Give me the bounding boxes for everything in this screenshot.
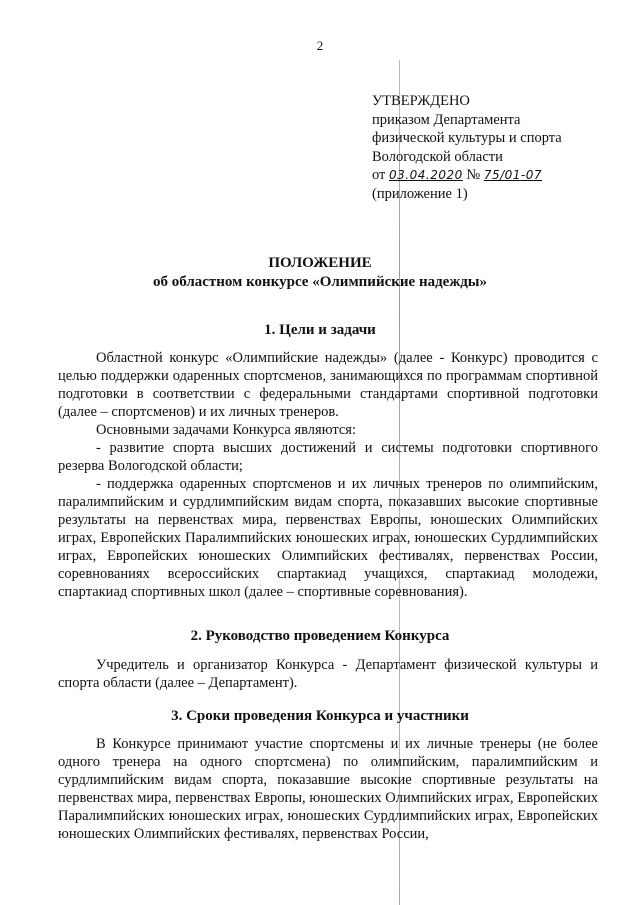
section-3-heading: 3. Сроки проведения Конкурса и участники xyxy=(171,708,469,724)
section-1-paragraph-2: Основными задачами Конкурса являются: xyxy=(96,422,357,438)
appendix-note: (приложение 1) xyxy=(372,185,468,202)
section-2-paragraph-1: Учредитель и организатор Конкурса - Департамент физической культуры и спорта области (далее – Департамент). xyxy=(58,657,598,691)
page-number: 2 xyxy=(316,38,324,53)
section-1-paragraph-4: - поддержка одаренных спортсменов и их личных тренеров по олимпийским, паралимпийским и сурдлимпийским видам спорта, показавших высокие спортивные результаты на первенствах мира, первенствах Европы, юношеских Олимпийских играх, Европейских Паралимпийских юношеских играх, юношеских Сурдлимпийских играх, Европейских юношеских Олимпийских фестивалях, первенствах России, соревнованиях всероссийских спартакиад учащихся, спартакиад молодежи, спартакиад спортивных школ (далее – спортивные соревнования). xyxy=(58,476,598,600)
approval-date-number-line xyxy=(372,166,562,185)
approval-department-line: физической культуры и спорта xyxy=(372,130,562,146)
number-prefix: № xyxy=(462,167,484,183)
section-1-paragraph-1: Областной конкурс «Олимпийские надежды» (далее - Конкурс) проводится с целью поддержки одаренных спортсменов, занимающихся по программам спортивной подготовки в соответствии с федеральными стандартами спортивной подготовки (далее – спортсменов) и их личных тренеров. xyxy=(58,350,598,420)
approval-heading: УТВЕРЖДЕНО xyxy=(372,93,470,109)
section-1-heading: 1. Цели и задачи xyxy=(264,322,376,338)
date-prefix: от xyxy=(372,167,390,183)
approval-stamp xyxy=(372,92,562,203)
document-subtitle: об областном конкурсе «Олимпийские надежды» xyxy=(152,274,488,290)
section-3-paragraph-1: В Конкурсе принимают участие спортсмены и их личные тренеры (не более одного тренера на одного спортсмена) по олимпийским, паралимпийским и сурдлимпийским видам спорта, показавшие высокие спортивные результаты на первенствах мира, первенствах Европы, юношеских Олимпийских играх, Европейских Паралимпийских юношеских играх, юношеских Сурдлимпийских играх, Европейских юношеских Олимпийских фестивалях, первенствах России, xyxy=(58,736,598,842)
order-number: 75/01-07 xyxy=(483,168,543,182)
section-1-paragraph-3: - развитие спорта высших достижений и системы подготовки спортивного резерва Вологодской области; xyxy=(58,440,598,474)
order-date: 03.04.2020 xyxy=(389,168,463,182)
approval-region-line: Вологодской области xyxy=(372,148,503,165)
document-title: ПОЛОЖЕНИЕ xyxy=(268,255,372,271)
section-2-heading: 2. Руководство проведением Конкурса xyxy=(190,628,450,644)
approval-order-line: приказом Департамента xyxy=(372,111,521,128)
